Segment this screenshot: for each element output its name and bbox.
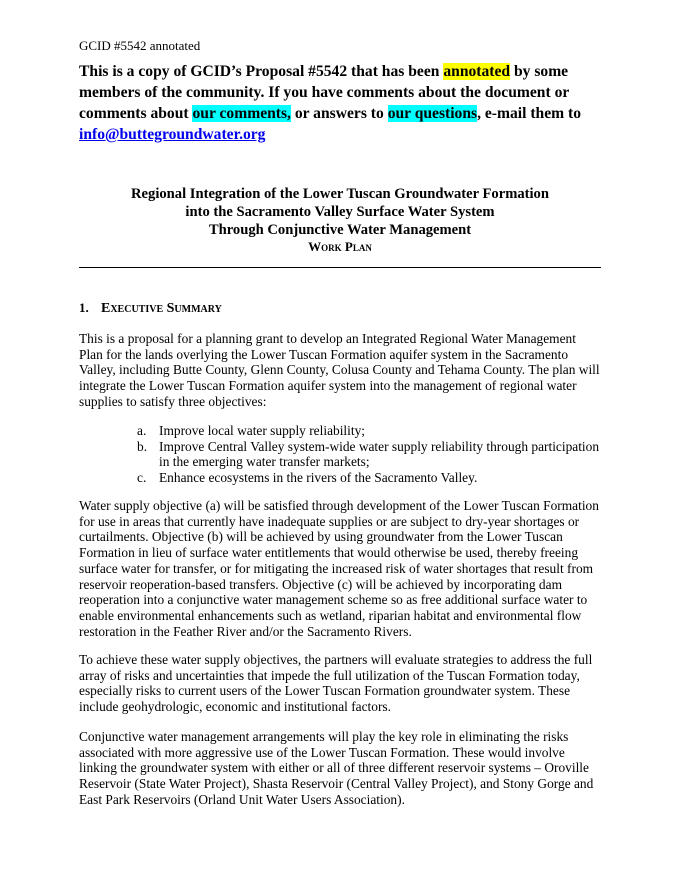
- list-marker: a.: [137, 423, 147, 438]
- list-item-text: Enhance ecosystems in the rivers of the Sacramento Valley.: [159, 470, 478, 486]
- list-item: [137, 439, 603, 470]
- section-number: 1.: [79, 300, 89, 315]
- list-item: [137, 470, 603, 486]
- annotation-notice: [79, 61, 609, 145]
- list-marker: c.: [137, 470, 147, 486]
- notice-text-2: by some members of the community. If you have comments about the document or comments about: [79, 63, 570, 122]
- title-line-2: into the Sacramento Valley Surface Water System: [185, 204, 495, 220]
- list-item: [137, 423, 603, 439]
- paragraph-objectives-detail: Water supply objective (a) will be satisfied through development of the Lower Tuscan Formation for use in areas that currently have inadequate supplies or are subject to dry-year shortages or curtailments. Objective (b) will be achieved by using groundwater from the Lower Tuscan Formation in lieu of surface water entitlements that would otherwise be used, thereby freeing surface water for transfer, or for mitigating the increased risk of water shortages that result from reservoir reoperation-based transfers. Objective (c) will be achieved by incorporating dam reoperation into a conjunctive water management scheme so as free additional surface water to enable environmental enhancements such as wetland, riparian habitat and environmental flow restoration in the Feather River and/or the Sacramento Rivers.: [79, 498, 599, 639]
- objectives-list: [137, 423, 603, 486]
- section-heading: [79, 300, 222, 317]
- list-item-text: Improve Central Valley system-wide water supply reliability through participation in the emerging water transfer markets;: [159, 438, 600, 470]
- document-title: [79, 185, 601, 255]
- paragraph-intro: This is a proposal for a planning grant to develop an Integrated Regional Water Management Plan for the lands overlying the Lower Tuscan Formation aquifer system in the Sacramento Valley, including Butte County, Glenn County, Colusa County and Tehama County. The plan will integrate the Lower Tuscan Formation aquifer system into the management of regional water supplies to satisfy three objectives:: [79, 331, 600, 409]
- title-line-3: Through Conjunctive Water Management: [208, 222, 472, 238]
- notice-text-4: , e-mail them to: [477, 105, 582, 122]
- title-line-1: Regional Integration of the Lower Tuscan Groundwater Formation: [131, 186, 549, 202]
- notice-text-3: or answers to: [290, 105, 388, 122]
- highlight-annotated: annotated: [443, 63, 511, 80]
- list-item-text: Improve local water supply reliability;: [159, 423, 366, 438]
- highlight-our-comments: our comments,: [192, 105, 291, 122]
- paragraph-strategies: To achieve these water supply objectives, the partners will evaluate strategies to address the full array of risks and uncertainties that impede the full utilization of the Tuscan Formation today, especially risks to current users of the Lower Tuscan Formation groundwater system. These include geohydrologic, economic and institutional factors.: [79, 652, 593, 715]
- notice-text-1: This is a copy of GCID’s Proposal #5542 that has been: [79, 63, 444, 80]
- email-link[interactable]: info@buttegroundwater.org: [79, 126, 266, 143]
- document-header-label: GCID #5542 annotated: [79, 38, 201, 53]
- highlight-our-questions: our questions: [387, 105, 478, 122]
- document-subtitle: Work Plan: [308, 239, 372, 254]
- list-marker: b.: [137, 438, 148, 454]
- section-title: Executive Summary: [101, 301, 222, 316]
- title-divider: [79, 267, 601, 268]
- paragraph-conjunctive-management: Conjunctive water management arrangements will play the key role in eliminating the risks associated with more aggressive use of the Lower Tuscan Formation. These would involve linking the groundwater system with either or all of three different reservoir systems – Oroville Reservoir (State Water Project), Shasta Reservoir (Central Valley Project), and Stony Gorge and East Park Reservoirs (Orland Unit Water Users Association).: [79, 729, 594, 807]
